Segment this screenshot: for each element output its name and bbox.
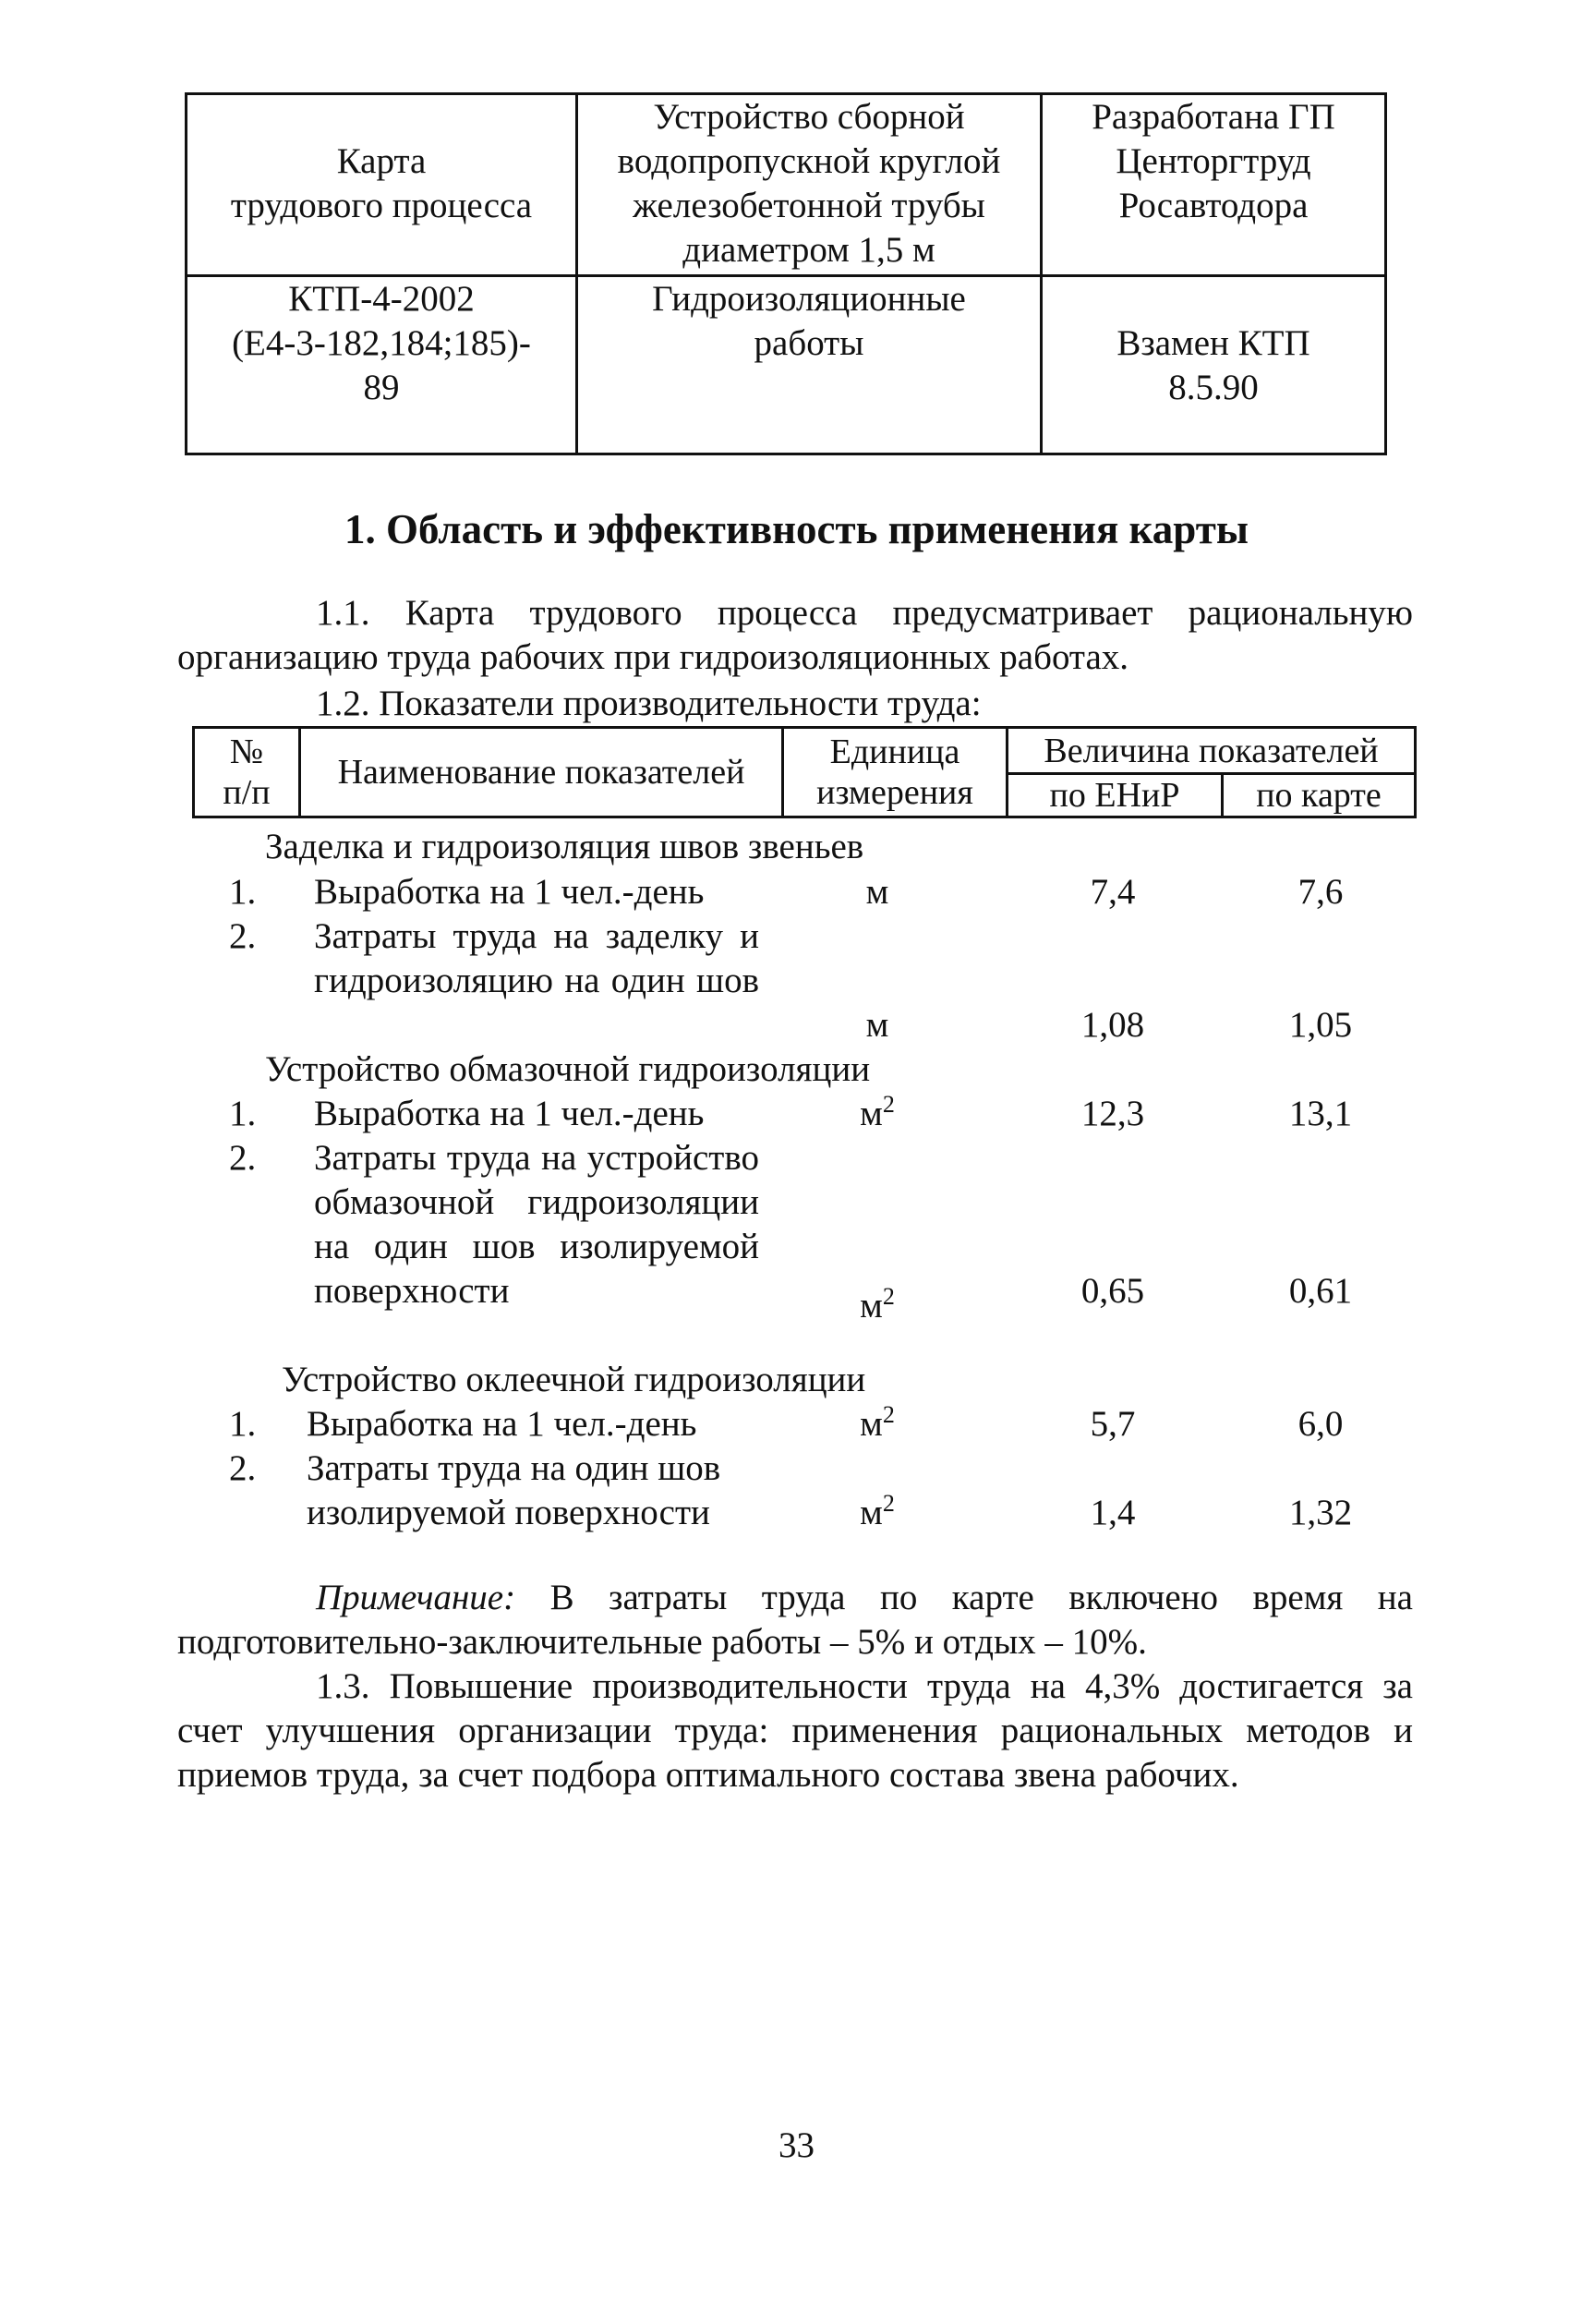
col-unit: Единица измерения — [783, 728, 1008, 817]
header-work-object: Устройство сборной водопропускной круглой железобетонной трубы диаметром 1,5 м — [577, 94, 1042, 276]
col-name: Наименование показателей — [300, 728, 783, 817]
row-unit: $м^2$ — [860, 1490, 895, 1532]
row-enir: 7,4 — [1090, 872, 1136, 912]
row-number: 2. — [229, 916, 257, 956]
paragraph-1-2: 1.2. Показатели производительности труда: — [316, 684, 982, 723]
note-text: В затраты труда по карте включено время на подготовительно-заключительные работы – 5% и отдых – 10%. — [177, 1578, 1413, 1662]
col-card: по карте — [1223, 774, 1416, 817]
header-developer: Разработана ГП Центоргтруд Росавтодора — [1042, 94, 1386, 276]
row-card: 1,05 — [1288, 1005, 1353, 1045]
row-card: 1,32 — [1288, 1493, 1353, 1532]
row-card: 6,0 — [1297, 1404, 1344, 1444]
row-unit: м — [865, 872, 889, 912]
row-unit: м — [865, 1005, 889, 1045]
note-label: Примечание: — [316, 1578, 516, 1617]
row-name: Затраты труда на один шов изолируемой поверхности — [307, 1448, 721, 1532]
header-card-type: Карта трудового процесса — [187, 94, 577, 276]
row-unit: $м^2$ — [860, 1283, 895, 1325]
row-enir: 5,7 — [1090, 1404, 1136, 1444]
row-enir: 1,08 — [1080, 1005, 1145, 1045]
header-work-type: Гидроизоляционные работы — [577, 276, 1042, 454]
paragraph-1-1: 1.1. Карта трудового процесса предусматривает рациональную организацию труда рабочих при гидроизоляционных работах. — [177, 593, 1413, 677]
group-title: Устройство обмазочной гидроизоляции — [265, 1049, 871, 1089]
col-values: Величина показателей — [1008, 728, 1416, 774]
row-enir: 12,3 — [1080, 1094, 1145, 1133]
section-title: 1. Область и эффективность применения карты — [344, 506, 1249, 552]
header-replaces: Взамен КТП 8.5.90 — [1042, 276, 1386, 454]
row-number: 1. — [229, 1404, 257, 1444]
row-number: 2. — [229, 1448, 257, 1488]
group-title: Заделка и гидроизоляция швов звеньев — [265, 827, 864, 866]
paragraph-1-3: 1.3. Повышение производительности труда на 4,3% достигается за счет улучшения организации труда: применения рациональных методов и приемов труда, за счет подбора оптимального состава звена рабочих. — [177, 1666, 1413, 1795]
row-unit: $м^2$ — [860, 1401, 895, 1444]
row-enir: 1,4 — [1090, 1493, 1136, 1532]
row-name: Затраты труда на заделку и гидроизоляцию на один шов — [314, 916, 759, 1000]
row-card: 0,61 — [1288, 1271, 1353, 1311]
row-number: 2. — [229, 1138, 257, 1178]
header-table — [185, 92, 1387, 455]
row-name: Выработка на 1 чел.-день — [307, 1404, 697, 1444]
indicators-table-header — [192, 726, 1417, 818]
col-number: № п/п — [194, 728, 300, 817]
row-card: 7,6 — [1297, 872, 1344, 912]
row-card: 13,1 — [1288, 1094, 1353, 1133]
row-unit: $м^2$ — [860, 1091, 895, 1133]
row-name: Затраты труда на устройство обмазочной гидроизоляции на один шов изолируемой поверхности — [314, 1138, 759, 1311]
note — [177, 1576, 1413, 1664]
col-enir: по ЕНиР — [1008, 774, 1223, 817]
row-number: 1. — [229, 872, 257, 912]
group-title: Устройство оклеечной гидроизоляции — [282, 1360, 866, 1399]
page-number: 33 — [778, 2125, 815, 2165]
row-name: Выработка на 1 чел.-день — [314, 872, 705, 912]
header-card-code: КТП-4-2002 (Е4-3-182,184;185)- 89 — [187, 276, 577, 454]
row-enir: 0,65 — [1080, 1271, 1145, 1311]
row-name: Выработка на 1 чел.-день — [314, 1094, 705, 1133]
row-number: 1. — [229, 1094, 257, 1133]
